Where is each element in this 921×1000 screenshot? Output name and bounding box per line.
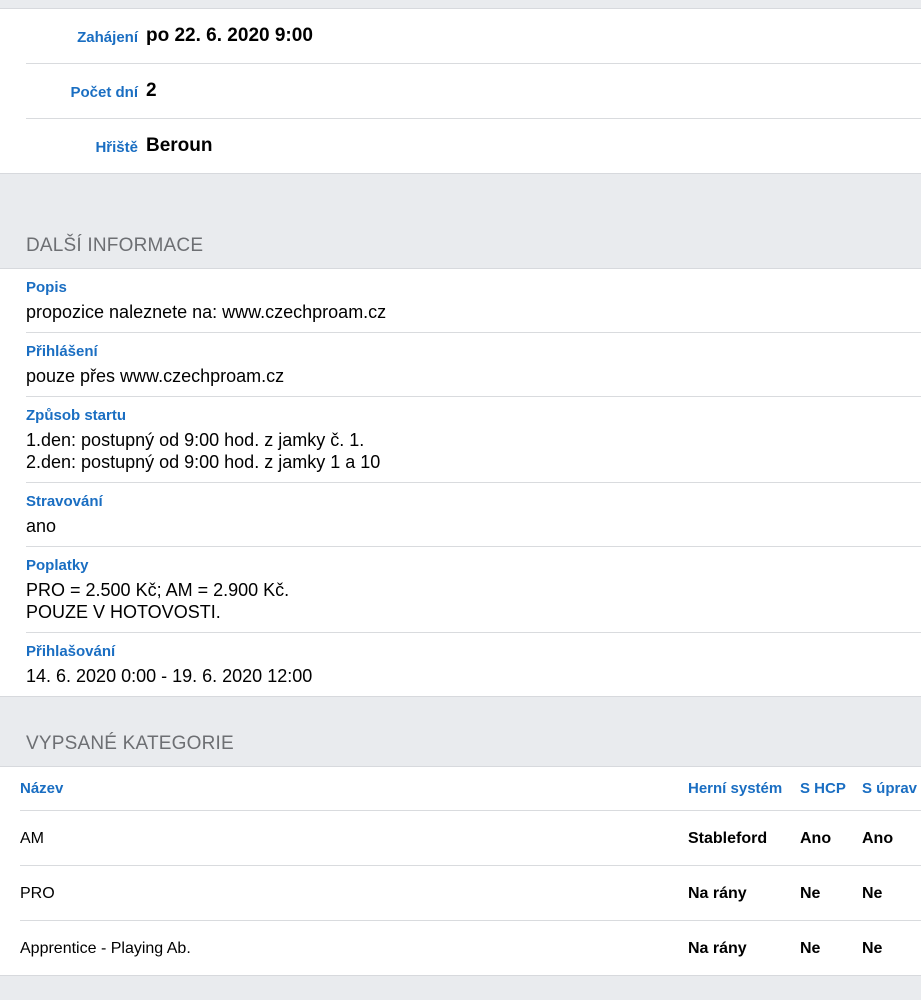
- category-adjustment: Ne: [862, 940, 883, 957]
- info-section-title: DALŠÍ INFORMACE: [26, 235, 204, 256]
- info-list: [0, 269, 921, 696]
- column-header-hcp[interactable]: S HCP: [800, 780, 846, 797]
- event-summary: [0, 9, 921, 173]
- info-label: Přihlášení: [26, 343, 98, 360]
- bottom-divider: [0, 975, 921, 989]
- categories-table: [0, 767, 921, 975]
- info-label: Způsob startu: [26, 407, 126, 424]
- days-row: [26, 64, 921, 119]
- category-name: AM: [20, 830, 44, 847]
- category-system: Stableford: [688, 830, 768, 847]
- start-row: [26, 9, 921, 64]
- categories-section-title: VYPSANÉ KATEGORIE: [26, 733, 234, 754]
- category-system: Na rány: [688, 885, 747, 902]
- info-item-signup-period: [26, 633, 921, 696]
- category-hcp: Ano: [800, 830, 832, 847]
- top-divider: [0, 0, 921, 9]
- course-value[interactable]: Beroun: [146, 135, 213, 156]
- category-hcp: Ne: [800, 940, 821, 957]
- table-row[interactable]: [20, 811, 921, 866]
- info-value: ano: [26, 516, 57, 536]
- info-item-description: [26, 269, 921, 333]
- info-label: Stravování: [26, 493, 103, 510]
- category-hcp: Ne: [800, 885, 821, 902]
- days-value: 2: [146, 80, 157, 101]
- column-header-name[interactable]: Název: [20, 780, 64, 797]
- info-label: Popis: [26, 279, 67, 296]
- column-header-adjustment[interactable]: S úprav: [862, 780, 918, 797]
- info-item-catering: [26, 483, 921, 547]
- category-name: Apprentice - Playing Ab.: [20, 940, 191, 957]
- category-adjustment: Ne: [862, 885, 883, 902]
- info-label: Poplatky: [26, 557, 89, 574]
- info-value: pouze přes www.czechproam.cz: [26, 366, 285, 386]
- column-header-system[interactable]: Herní systém: [688, 780, 783, 797]
- info-value: 14. 6. 2020 0:00 - 19. 6. 2020 12:00: [26, 666, 313, 686]
- info-item-start-mode: [26, 397, 921, 483]
- info-item-registration: [26, 333, 921, 397]
- course-label: Hřiště: [95, 139, 138, 156]
- table-row[interactable]: [20, 921, 921, 975]
- info-label: Přihlašování: [26, 643, 116, 660]
- start-label: Zahájení: [77, 29, 138, 46]
- start-value: po 22. 6. 2020 9:00: [146, 25, 313, 46]
- course-row[interactable]: [26, 119, 921, 173]
- categories-section-header: [0, 696, 921, 767]
- info-value: PRO = 2.500 Kč; AM = 2.900 Kč. POUZE V HOTOVOSTI.: [26, 580, 290, 622]
- info-value: 1.den: postupný od 9:00 hod. z jamky č. 1. 2.den: postupný od 9:00 hod. z jamky 1 a 10: [26, 430, 381, 472]
- info-item-fees: [26, 547, 921, 633]
- categories-table-header: [20, 767, 921, 811]
- days-label: Počet dní: [70, 84, 138, 101]
- table-row[interactable]: [20, 866, 921, 921]
- category-name: PRO: [20, 885, 55, 902]
- category-adjustment: Ano: [862, 830, 894, 847]
- category-system: Na rány: [688, 940, 747, 957]
- info-value: propozice naleznete na: www.czechproam.cz: [26, 302, 387, 322]
- info-section-header: [0, 173, 921, 269]
